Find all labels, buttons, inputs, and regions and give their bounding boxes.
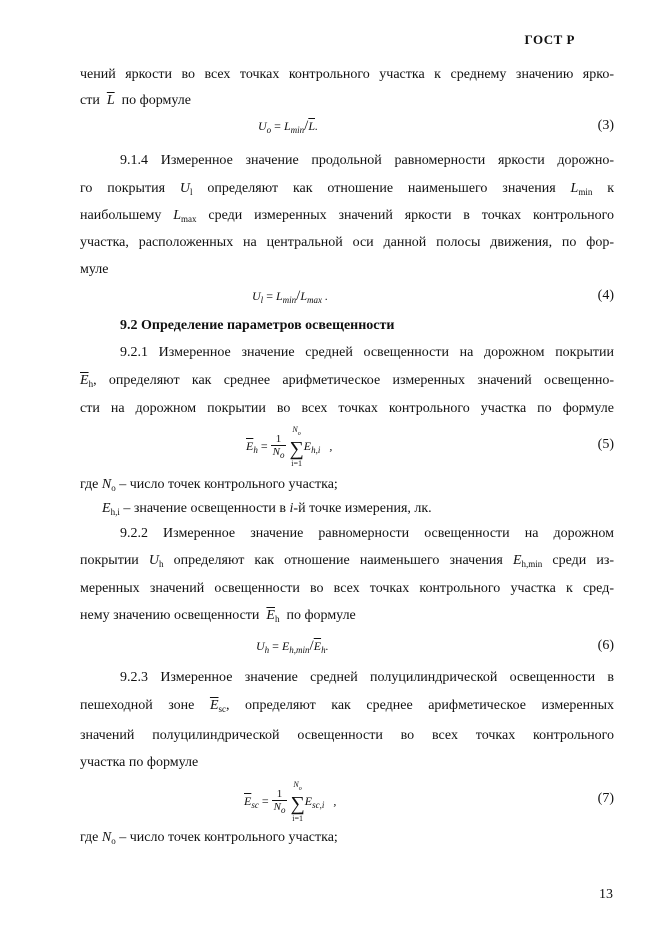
text-line: покрытии $U_h$ определяют как отношение наименьшего значения $E_{h,min}$ среди из- xyxy=(80,553,615,569)
formula-number: (6) xyxy=(597,638,614,653)
formula-7: $\overline{E}_{sc}$ = $\frac{1}{N_o}$ $N_o$ ∑ $i=1E_{sc,i}$ , xyxy=(244,780,337,823)
text-line: где $N_o$ – число точек контрольного участка; xyxy=(80,477,338,493)
text-line: $\overline{E}_h$, определяют как среднее арифметическое измеренных значений освещенно- xyxy=(80,373,614,389)
text-line: участка по формуле xyxy=(80,755,199,770)
text-line: 9.1.4 Измеренное значение продольной равномерности яркости дорожно- xyxy=(120,153,614,168)
formula-number: (3) xyxy=(597,118,614,133)
text-line: 9.2.2 Измеренное значение равномерности освещенности на дорожном xyxy=(120,526,614,541)
text-line: меренных значений освещенности во всех точках контрольного участка к сред- xyxy=(80,581,614,596)
formula-number: (4) xyxy=(597,288,614,303)
formula-6: $U_h = E_{h,min}/\overline{E}_h$. xyxy=(256,638,329,655)
text-line: пешеходной зоне $\overline{E}_{sc}$, определяют как среднее арифметическое измеренных xyxy=(80,698,615,714)
text-line: муле xyxy=(80,262,109,277)
formula-5: $\overline{E}_h$ = $\frac{1}{N_o}$ $N_o$ ∑ $i=1E_{h,i}$ , xyxy=(246,425,333,468)
text-line: участка, расположенных на центральной оси данной полосы движения, по фор- xyxy=(80,235,614,250)
document-header: ГОСТ Р xyxy=(524,32,575,47)
text-line: го покрытия $U_l$ определяют как отношение наименьшего значения $L_{min}$ к xyxy=(80,181,615,197)
formula-4: $U_l = L_{min}/L_{max}$ . xyxy=(252,288,329,305)
text-line: сти на дорожном покрытии во всех точках контрольного участка по формуле xyxy=(80,401,614,416)
text-line: нему значению освещенности $\overline{E}_h$ по формуле xyxy=(80,608,356,624)
text-line: где $N_o$ – число точек контрольного участка; xyxy=(80,830,338,846)
text-line: чений яркости во всех точках контрольного участка к среднему значению ярко- xyxy=(80,67,614,82)
section-heading: 9.2 Определение параметров освещенности xyxy=(120,318,395,333)
text-line: $E_{h,i}$ – значение освещенности в i-й точке измерения, лк. xyxy=(102,501,432,517)
text-line: 9.2.1 Измеренное значение средней освещенности на дорожном покрытии xyxy=(120,345,614,360)
text-line: значений полуцилиндрической освещенности во всех точках контрольного xyxy=(80,728,614,743)
formula-3: $U_o = L_{min}/\overline{L}$. xyxy=(258,118,318,135)
formula-number: (5) xyxy=(597,437,614,452)
page-number: 13 xyxy=(599,887,613,902)
formula-number: (7) xyxy=(597,791,614,806)
text-line: наибольшему $L_{max}$ среди измеренных значений яркости в точках контрольного xyxy=(80,208,614,224)
text-line: сти $\overline{L}$ по формуле xyxy=(80,93,191,108)
text-line: 9.2.3 Измеренное значение средней полуцилиндрической освещенности в xyxy=(120,670,614,685)
